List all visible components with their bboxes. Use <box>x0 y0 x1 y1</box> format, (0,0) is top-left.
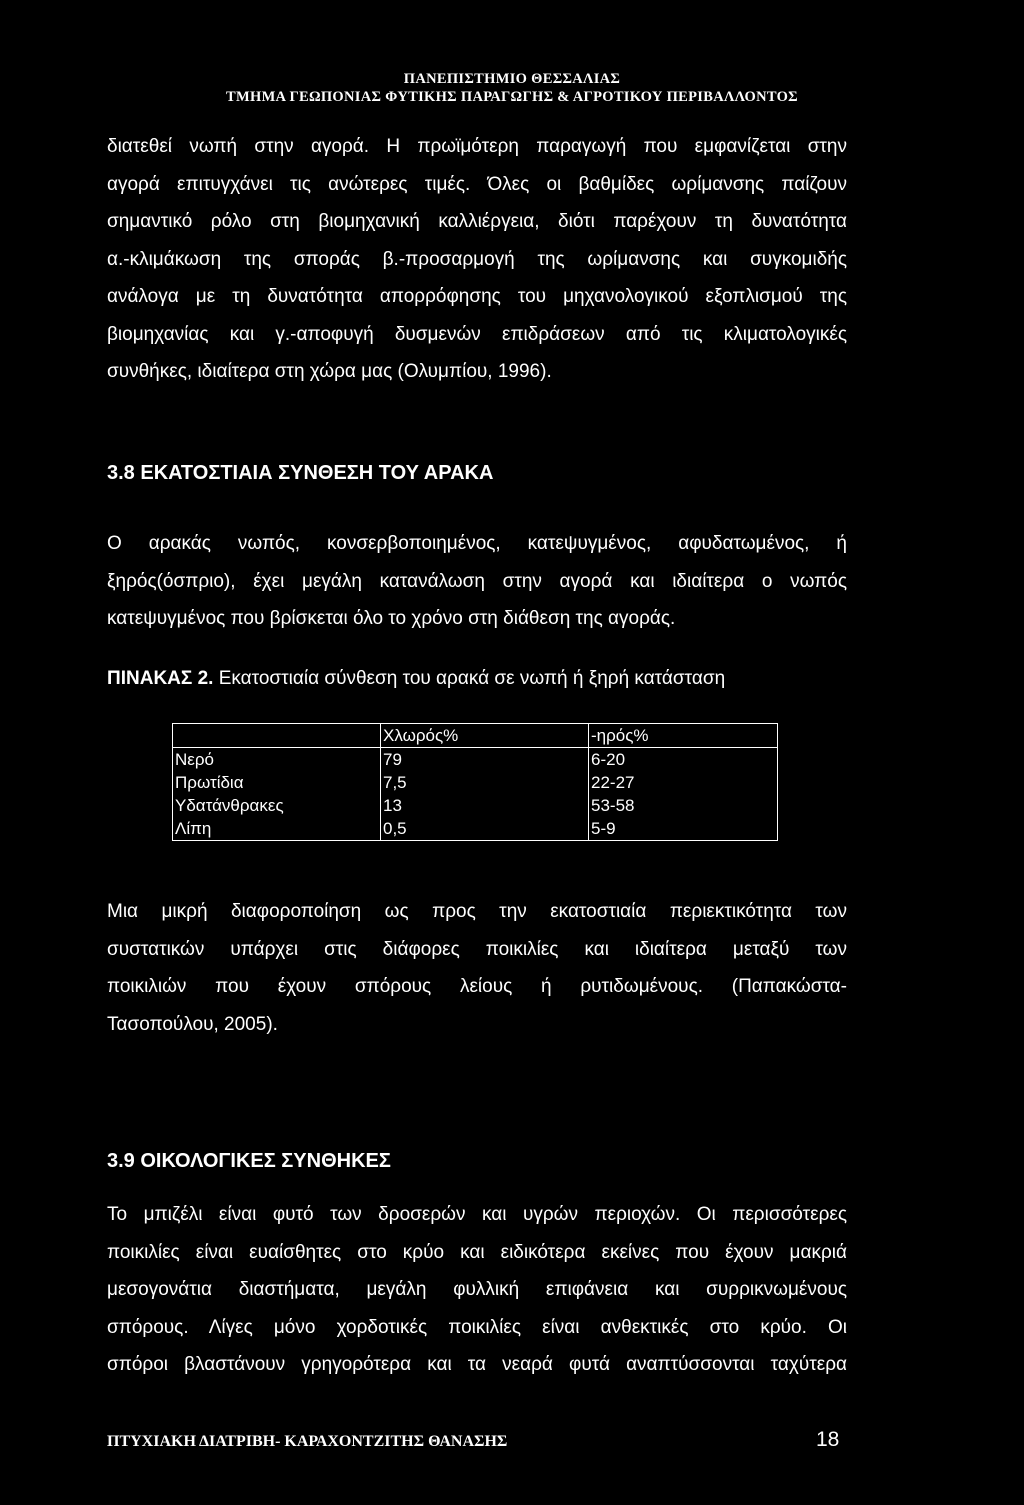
table-row <box>173 748 778 772</box>
table-cell: 5-9 <box>589 817 778 841</box>
page-number: 18 <box>816 1428 840 1451</box>
paragraph-variety-differences <box>107 893 847 1043</box>
table-cell: 79 <box>381 748 589 772</box>
text-line: σπόρους. Λίγες μόνο χορδοτικές ποικιλίες είναι ανθεκτικές στο κρύο. Οι <box>107 1316 847 1338</box>
text-line: συστατικών υπάρχει στις διάφορες ποικιλίες και ιδιαίτερα μεταξύ των <box>107 938 847 960</box>
text-line: ξηρός(όσπριο), έχει μεγάλη κατανάλωση στην αγορά και ιδιαίτερα ο νωπός <box>107 570 847 592</box>
paragraph-ripening <box>107 128 847 391</box>
paragraph-ecological-conditions <box>107 1196 847 1384</box>
composition-table <box>172 723 778 841</box>
text-line: διατεθεί νωπή στην αγορά. Η πρωϊμότερη παραγωγή που εμφανίζεται στην <box>107 136 847 157</box>
paragraph-pea-consumption <box>107 525 847 638</box>
section-heading: 3.9 ΟΙΚΟΛΟΓΙΚΕΣ ΣΥΝΘΗΚΕΣ <box>107 1150 391 1172</box>
section-3-8-heading-block <box>107 462 847 485</box>
text-line: Μια μικρή διαφοροποίηση ως προς την εκατοστιαία περιεκτικότητα των <box>107 901 847 922</box>
table-cell: 22-27 <box>589 771 778 794</box>
section-3-9-heading-block <box>107 1150 847 1173</box>
table-cell: 7,5 <box>381 771 589 794</box>
table-label: ΠΙΝΑΚΑΣ 2. <box>107 668 214 689</box>
table-cell: Υδατάνθρακες <box>173 794 381 817</box>
text-line: κατεψυγμένος που βρίσκεται όλο το χρόνο στη διάθεση της αγοράς. <box>107 608 676 629</box>
table-cell: 6-20 <box>589 748 778 772</box>
text-line: μεσογονάτια διαστήματα, μεγάλη φυλλική επιφάνεια και συρρικνωμένους <box>107 1279 847 1300</box>
table-header-row <box>173 724 778 748</box>
section-heading: 3.8 ΕΚΑΤΟΣΤΙΑΙΑ ΣΥΝΘΕΣΗ ΤΟΥ ΑΡΑΚΑ <box>107 462 494 484</box>
text-line: αγορά επιτυγχάνει τις ανώτερες τιμές. Όλες οι βαθμίδες ωρίμανσης παίζουν <box>107 173 847 195</box>
table-cell: 53-58 <box>589 794 778 817</box>
text-line: Το μπιζέλι είναι φυτό των δροσερών και υγρών περιοχών. Οι περισσότερες <box>107 1204 847 1225</box>
text-line: σπόροι βλαστάνουν γρηγορότερα και τα νεαρά φυτά αναπτύσσονται ταχύτερα <box>107 1354 847 1375</box>
department-name: ΤΜΗΜΑ ΓΕΩΠΟΝΙΑΣ ΦΥΤΙΚΗΣ ΠΑΡΑΓΩΓΗΣ & ΑΓΡΟΤΙΚΟΥ ΠΕΡΙΒΑΛΛΟΝΤΟΣ <box>226 89 798 105</box>
table-cell: 0,5 <box>381 817 589 841</box>
university-name: ΠΑΝΕΠΙΣΤΗΜΙΟ ΘΕΣΣΑΛΙΑΣ <box>403 71 621 87</box>
text-line: συνθήκες, ιδιαίτερα στη χώρα μας (Ολυμπίου, 1996). <box>107 361 552 382</box>
table-row <box>173 817 778 841</box>
table-row <box>173 794 778 817</box>
table-row <box>173 771 778 794</box>
document-footer: ΠΤΥΧΙΑΚΗ ΔΙΑΤΡΙΒΗ- ΚΑΡΑΧΟΝΤΖΙΤΗΣ ΘΑΝΑΣΗΣ <box>107 1433 508 1450</box>
text-line: βιομηχανίας και γ.-αποφυγή δυσμενών επιδράσεων από τις κλιματολογικές <box>107 323 847 345</box>
text-line: Τασοπούλου, 2005). <box>107 1013 278 1035</box>
text-line: Ο αρακάς νωπός, κονσερβοποιημένος, κατεψυγμένος, αφυδατωμένος, ή <box>107 533 847 554</box>
text-line: σημαντικό ρόλο στη βιομηχανική καλλιέργεια, διότι παρέχουν τη δυνατότητα <box>107 211 847 232</box>
text-line: ποικιλίες είναι ευαίσθητες στο κρύο και ειδικότερα εκείνες που έχουν μακριά <box>107 1241 847 1263</box>
table-header-cell: -ηρός% <box>589 724 778 748</box>
table-cell: 13 <box>381 794 589 817</box>
text-line: ποικιλιών που έχουν σπόρους λείους ή ρυτιδωμένους. (Παπακώστα- <box>107 976 847 997</box>
table-cell: Λίπη <box>173 817 381 841</box>
text-line: ανάλογα με τη δυνατότητα απορρόφησης του μηχανολογικού εξοπλισμού της <box>107 286 847 307</box>
text-line: α.-κλιμάκωση της σποράς β.-προσαρμογή της ωρίμανσης και συγκομιδής <box>107 248 847 270</box>
table-cell: Πρωτίδια <box>173 771 381 794</box>
table-cell: Νερό <box>173 748 381 772</box>
table-caption <box>107 668 847 690</box>
table-header-cell <box>173 724 381 748</box>
table-header-cell: Χλωρός% <box>381 724 589 748</box>
document-header <box>0 70 1024 106</box>
table-caption-text: Εκατοστιαία σύνθεση του αρακά σε νωπή ή ξηρή κατάσταση <box>218 668 726 689</box>
